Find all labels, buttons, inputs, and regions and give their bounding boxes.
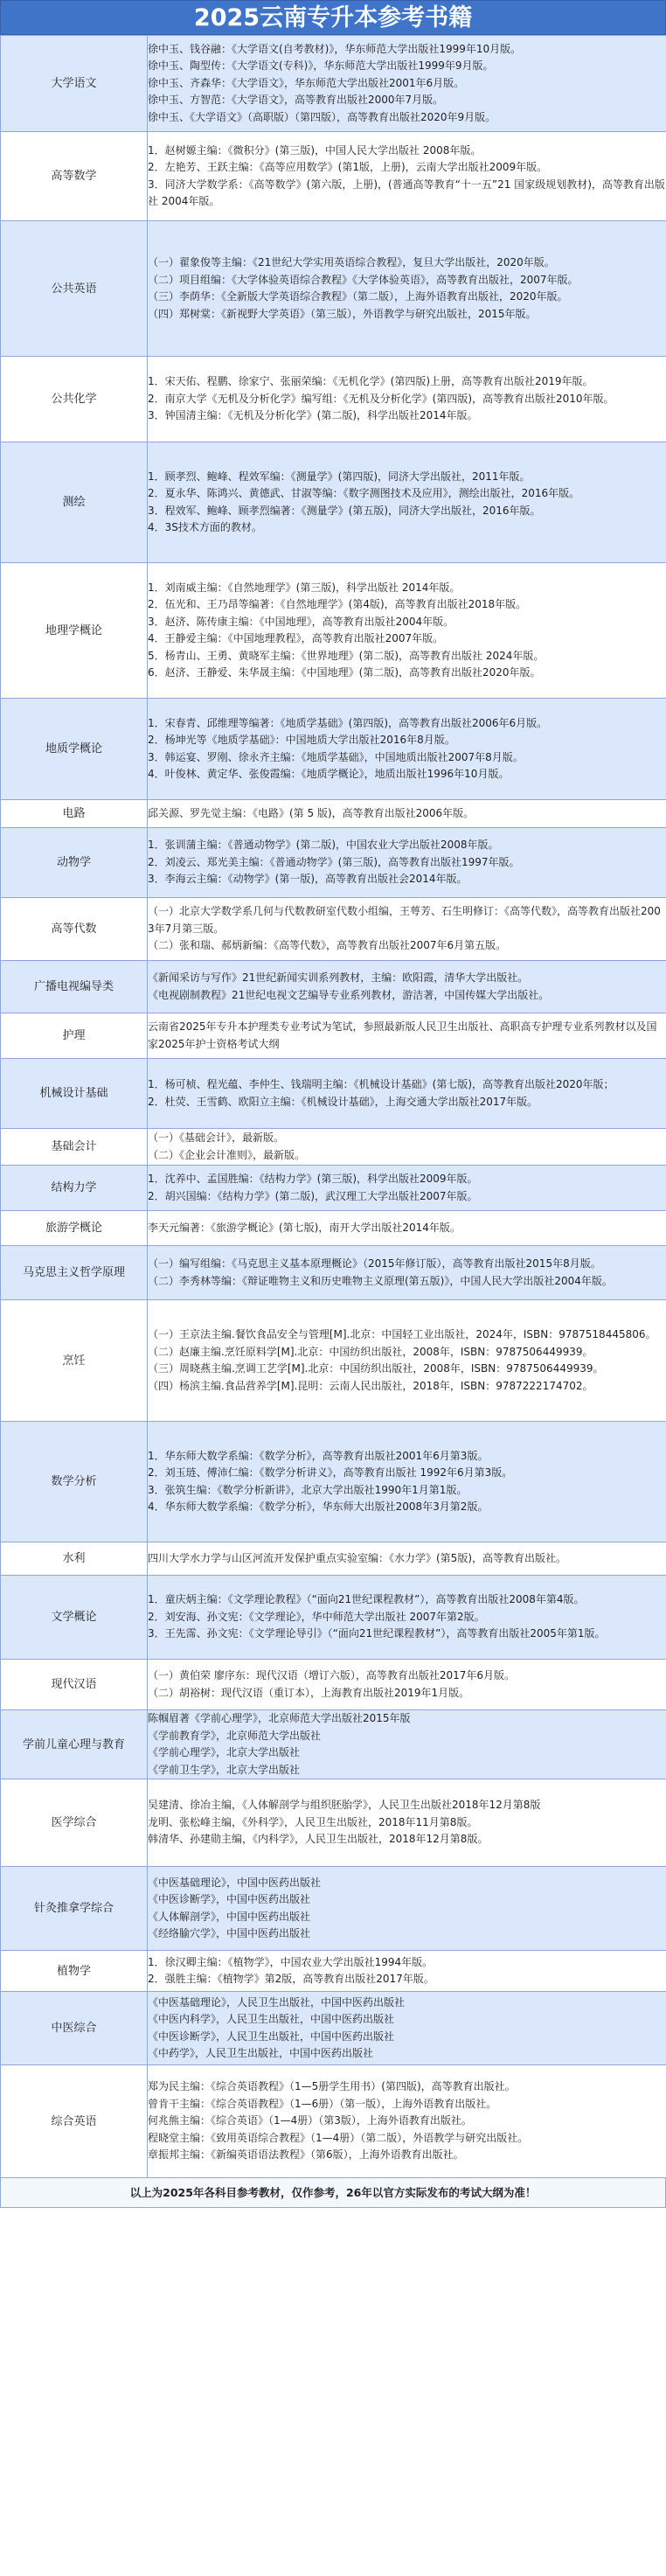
book-list-cell bbox=[148, 1660, 666, 1710]
book-entry: 2．南京大学《无机及分析化学》编写组：《无机及分析化学》(第四版)，高等教育出版社2010年版。 bbox=[148, 392, 614, 405]
book-entry: 2．杜荧、王雪鹤、欧阳立主编：《机械设计基础》，上海交通大学出版社2017年版。 bbox=[148, 1095, 538, 1108]
book-entry: 1．刘南威主编：《自然地理学》(第三版)，科学出版社 2014年版。 bbox=[148, 581, 461, 594]
book-entry: 1．杨可桢、程光蕴、李仲生、钱瑞明主编：《机械设计基础》(第七版)，高等教育出版社2020年版； bbox=[148, 1078, 614, 1090]
book-entry: 3．韩运宴、罗刚、徐永齐主编：《地质学基础》，中国地质出版社2007年8月版。 bbox=[148, 750, 524, 763]
book-entry: （一）北京大学数学系几何与代数教研室代数小组编，王萼芳、石生明修订：《高等代数》，高等教育出版社2003年7月第三版。 bbox=[148, 905, 661, 935]
book-list-cell bbox=[148, 132, 666, 221]
book-entry: 1．童庆炳主编：《文学理论教程》（“面向21世纪课程教材”），高等教育出版社2008年第4版。 bbox=[148, 1593, 585, 1606]
book-entry: 《中医内科学》，人民卫生出版社，中国中医药出版社 bbox=[148, 2013, 395, 2025]
table-row bbox=[1, 1129, 666, 1166]
subject-cell: 医学综合 bbox=[1, 1779, 148, 1867]
subject-cell: 针灸推拿学综合 bbox=[1, 1867, 148, 1951]
book-entry: 四川大学水力学与山区河流开发保护重点实验室编：《水力学》(第5版)，高等教育出版社。 bbox=[148, 1551, 567, 1564]
book-list-cell bbox=[148, 1576, 666, 1660]
table-row bbox=[1, 442, 666, 563]
subject-cell: 旅游学概论 bbox=[1, 1211, 148, 1246]
book-entry: 徐中玉、方智范：《大学语文》，高等教育出版社2000年7月版。 bbox=[148, 94, 444, 107]
book-entry: 韩清华、孙建勋主编，《内科学》，人民卫生出版社，2018年12月第8版。 bbox=[148, 1833, 489, 1846]
table-row bbox=[1, 1710, 666, 1779]
book-entry: （二）张和瑞、郝炳新编：《高等代数》，高等教育出版社2007年6月第五版。 bbox=[148, 939, 507, 952]
table-row bbox=[1, 1951, 666, 1992]
book-list-cell bbox=[148, 800, 666, 828]
book-entry: 3．赵济、陈传康主编：《中国地理》，高等教育出版社2004年版。 bbox=[148, 615, 454, 628]
book-list-cell bbox=[148, 1211, 666, 1246]
table-row bbox=[1, 828, 666, 898]
book-table-body bbox=[1, 36, 666, 2178]
subject-cell: 高等代数 bbox=[1, 898, 148, 961]
book-entry: 《人体解剖学》，中国中医药出版社 bbox=[148, 1910, 311, 1923]
table-row bbox=[1, 132, 666, 221]
book-entry: 5．杨青山、王勇、黄晓军主编：《世界地理》(第二版)，高等教育出版社 2024年版。 bbox=[148, 649, 545, 662]
footer-note: 以上为2025年各科目参考教材，仅作参考，26年以官方实际发布的考试大纲为准！ bbox=[0, 2178, 666, 2208]
table-row bbox=[1, 1576, 666, 1660]
book-list-cell bbox=[148, 1166, 666, 1211]
book-list-cell bbox=[148, 1867, 666, 1951]
subject-cell: 大学语文 bbox=[1, 36, 148, 132]
subject-cell: 现代汉语 bbox=[1, 1660, 148, 1710]
table-row bbox=[1, 961, 666, 1013]
book-entry: 李天元编著：《旅游学概论》(第七版)，南开大学出版社2014年版。 bbox=[148, 1221, 461, 1234]
book-entry: （一）翟象俊等主编：《21世纪大学实用英语综合教程》，复旦大学出版社，2020年版。 bbox=[148, 256, 555, 268]
book-entry: 云南省2025年专升本护理类专业考试为笔试，参照最新版人民卫生出版社、高职高专护理专业系列教材以及国家2025年护士资格考试大纲 bbox=[148, 1020, 657, 1050]
book-entry: 《中医基础理论》，中国中医药出版社 bbox=[148, 1876, 322, 1889]
book-entry: 2．左艳芳、王跃主编：《高等应用数学》(第1版，上册)，云南大学出版社2009年版。 bbox=[148, 161, 548, 173]
book-entry: 1．徐汉卿主编：《植物学》，中国农业大学出版社1994年版。 bbox=[148, 1955, 434, 1968]
subject-cell: 综合英语 bbox=[1, 2065, 148, 2178]
table-row bbox=[1, 699, 666, 800]
book-entry: （三）周晓燕主编.烹调工艺学[M].北京：中国纺织出版社，2008年，ISBN：9787506449939。 bbox=[148, 1362, 604, 1375]
subject-cell: 电路 bbox=[1, 800, 148, 828]
book-list-cell bbox=[148, 699, 666, 800]
book-entry: （二）赵廉主编.烹饪原料学[M].北京：中国纺织出版社，2008年，ISBN：9787506449939。 bbox=[148, 1345, 593, 1358]
table-row bbox=[1, 1166, 666, 1211]
book-list-cell bbox=[148, 1246, 666, 1300]
book-entry: 程晓堂主编：《致用英语综合教程》（1—4册）（第二版），外语教学与研究出版社。 bbox=[148, 2131, 529, 2144]
book-entry: 2．胡兴国编：《结构力学》(第二版)，武汉理工大学出版社2007年版。 bbox=[148, 1189, 478, 1202]
book-list-cell bbox=[148, 1300, 666, 1422]
book-list-cell bbox=[148, 442, 666, 563]
table-row bbox=[1, 1059, 666, 1129]
book-entry: （二）《企业会计准则》，最新版。 bbox=[148, 1148, 306, 1161]
table-row bbox=[1, 1867, 666, 1951]
subject-cell: 测绘 bbox=[1, 442, 148, 563]
book-entry: 3．王先霈、孙文宪：《文学理论导引》（“面向21世纪课程教材”），高等教育出版社2005年第1版。 bbox=[148, 1627, 606, 1640]
subject-cell: 地理学概论 bbox=[1, 563, 148, 699]
subject-cell: 学前儿童心理与教育 bbox=[1, 1710, 148, 1779]
table-row bbox=[1, 357, 666, 442]
book-list-cell bbox=[148, 563, 666, 699]
book-entry: 何兆熊主编：《综合英语》（1—4册）（第3版），上海外语教育出版社。 bbox=[148, 2114, 472, 2127]
subject-cell: 结构力学 bbox=[1, 1166, 148, 1211]
book-entry: （一）编写组编：《马克思主义基本原理概论》（2015年修订版），高等教育出版社2015年8月版。 bbox=[148, 1257, 601, 1270]
table-row bbox=[1, 221, 666, 357]
table-row bbox=[1, 563, 666, 699]
book-entry: 《新闻采访与写作》21世纪新闻实训系列教材，主编：欧阳霞，清华大学出版社。 bbox=[148, 971, 529, 984]
table-row bbox=[1, 800, 666, 828]
table-row bbox=[1, 1542, 666, 1576]
book-list-cell bbox=[148, 1542, 666, 1576]
book-entry: 3．李海云主编：《动物学》(第一版)，高等教育出版社会2014年版。 bbox=[148, 873, 468, 886]
book-entry: 2．刘安海、孙文宪：《文学理论》，华中师范大学出版社 2007年第2版。 bbox=[148, 1610, 485, 1623]
table-row bbox=[1, 1246, 666, 1300]
book-entry: 《中医诊断学》，人民卫生出版社，中国中医药出版社 bbox=[148, 2029, 395, 2043]
book-list-cell bbox=[148, 1710, 666, 1779]
book-list-cell bbox=[148, 1013, 666, 1059]
subject-cell: 水利 bbox=[1, 1542, 148, 1576]
book-entry: （二）胡裕树：现代汉语（重订本），上海教育出版社2019年1月版。 bbox=[148, 1686, 470, 1699]
book-entry: 郑为民主编：《综合英语教程》（1—5册学生用书）(第四版)，高等教育出版社。 bbox=[148, 2080, 516, 2093]
book-entry: 1．宋天佑、程鹏、徐家宁、张丽荣编：《无机化学》(第四版)上册，高等教育出版社2019年版。 bbox=[148, 375, 593, 388]
book-entry: 2．伍光和、王乃昂等编著：《自然地理学》(第4版)，高等教育出版社2018年版。 bbox=[148, 598, 527, 610]
book-list-cell bbox=[148, 898, 666, 961]
book-entry: 《经络腧穴学》，中国中医药出版社 bbox=[148, 1927, 311, 1939]
book-list-cell bbox=[148, 961, 666, 1013]
book-entry: （一）王京法主编.餐饮食品安全与管理[M].北京：中国轻工业出版社，2024年，ISBN：9787518445806。 bbox=[148, 1328, 656, 1340]
table-row bbox=[1, 36, 666, 132]
book-entry: 4．叶俊林、黄定华、张俊霞编：《地质学概论》，地质出版社1996年10月版。 bbox=[148, 768, 510, 780]
book-entry: 《电视剧制教程》21世纪电视文艺编导专业系列教材，游洁著，中国传媒大学出版社。 bbox=[148, 988, 550, 1001]
book-entry: 徐中玉、钱谷融：《大学语文(自考教材)》，华东师范大学出版社1999年10月版。 bbox=[148, 42, 522, 55]
book-entry: （二）项目组编：《大学体验英语综合教程》《大学体验英语》，高等教育出版社，2007年版。 bbox=[148, 273, 579, 286]
book-entry: 邱关源、罗先觉主编：《电路》(第 5 版)，高等教育出版社2006年版。 bbox=[148, 806, 475, 819]
table-row bbox=[1, 898, 666, 961]
book-entry: 《学前卫生学》，北京大学出版社 bbox=[148, 1763, 301, 1776]
book-entry: 1．赵树嫄主编：《微积分》(第三版)，中国人民大学出版社 2008年版。 bbox=[148, 143, 482, 157]
book-list-cell bbox=[148, 1422, 666, 1542]
book-entry: 1．华东师大数学系编：《数学分析》，高等教育出版社2001年6月第3版。 bbox=[148, 1449, 489, 1462]
book-list-cell bbox=[148, 828, 666, 898]
book-entry: （四）杨滨主编.食品营养学[M].昆明：云南人民出版社，2018年，ISBN：9787222174702。 bbox=[148, 1379, 593, 1392]
book-entry: 3．程效军、鲍峰、顾孝烈编著：《测量学》(第五版)，同济大学出版社，2016年版。 bbox=[148, 504, 541, 517]
book-entry: 1．宋春青、邱维理等编著：《地质学基础》(第四版)，高等教育出版社2006年6月版。 bbox=[148, 716, 548, 729]
book-entry: 陈帼眉著《学前心理学》，北京师范大学出版社2015年版 bbox=[148, 1712, 411, 1724]
book-entry: 《学前教育学》，北京师范大学出版社 bbox=[148, 1729, 322, 1742]
book-entry: 2．夏永华、陈鸿兴、黄德武、甘淑等编：《数字测图技术及应用》，测绘出版社，2016年版。 bbox=[148, 487, 580, 499]
book-list-cell bbox=[148, 221, 666, 357]
book-entry: 2．刘玉琏、傅沛仁编：《数学分析讲义》，高等教育出版社 1992年6月第3版。 bbox=[148, 1466, 513, 1479]
book-entry: 《中医诊断学》，中国中医药出版社 bbox=[148, 1893, 311, 1905]
book-entry: 2．强胜主编：《植物学》第2版，高等教育出版社2017年版。 bbox=[148, 1973, 434, 1985]
book-entry: 《中医基础理论》，人民卫生出版社，中国中医药出版社 bbox=[148, 1995, 406, 2009]
table-row bbox=[1, 1013, 666, 1059]
book-entry: 4．华东师大数学系编：《数学分析》，华东师大出版社2008年3月第2版。 bbox=[148, 1500, 489, 1513]
subject-cell: 马克思主义哲学原理 bbox=[1, 1246, 148, 1300]
book-entry: 徐中玉、齐森华：《大学语文》，华东师范大学出版社2001年6月版。 bbox=[148, 76, 465, 89]
book-entry: 3．钟国清主编：《无机及分析化学》(第二版)，科学出版社2014年版。 bbox=[148, 409, 478, 422]
book-list-cell bbox=[148, 2065, 666, 2178]
book-entry: 2．刘凌云、郑光美主编：《普通动物学》(第三版)，高等教育出版社1997年版。 bbox=[148, 855, 520, 868]
subject-cell: 植物学 bbox=[1, 1951, 148, 1992]
book-entry: 3．张筑生编：《数学分析新讲》，北京大学出版社1990年1月第1版。 bbox=[148, 1483, 468, 1496]
book-entry: （一）《基础会计》，最新版。 bbox=[148, 1131, 285, 1144]
subject-cell: 机械设计基础 bbox=[1, 1059, 148, 1129]
book-entry: 龙明、张松峰主编，《外科学》，人民卫生出版社，2018年11月第8版。 bbox=[148, 1815, 478, 1828]
book-entry: 章振邦主编：《新编英语语法教程》（第6版），上海外语教育出版社。 bbox=[148, 2148, 464, 2162]
table-row bbox=[1, 1211, 666, 1246]
table-row bbox=[1, 1660, 666, 1710]
book-list-cell bbox=[148, 1992, 666, 2065]
book-entry: 3．同济大学数学系：《高等数学》(第六版，上册)，(普通高等教育“十一五”21 国家级规划教材)，高等教育出版社 2004年版。 bbox=[148, 178, 665, 207]
subject-cell: 动物学 bbox=[1, 828, 148, 898]
book-list-cell bbox=[148, 36, 666, 132]
table-row bbox=[1, 2065, 666, 2178]
book-entry: 2．杨坤光等《地质学基础》：中国地质大学出版社2016年8月版。 bbox=[148, 734, 455, 746]
book-entry: 曾肯干主编：《综合英语教程》（1—6册）（第一版），上海外语教育出版社。 bbox=[148, 2097, 497, 2110]
page-title: 2025云南专升本参考书籍 bbox=[0, 0, 666, 35]
subject-cell: 基础会计 bbox=[1, 1129, 148, 1166]
book-entry: 徐中玉、《大学语文》（高职版）（第四版），高等教育出版社2020年9月版。 bbox=[148, 110, 496, 123]
book-entry: 吴建清、徐冶主编，《人体解剖学与组织胚胎学》，人民卫生出版社2018年12月第8版 bbox=[148, 1799, 541, 1812]
book-entry: （一）黄伯荣 廖序东：现代汉语（增订六版），高等教育出版社2017年6月版。 bbox=[148, 1669, 515, 1681]
book-entry: 6．赵济、王静爱、朱华晟主编：《中国地理》(第二版)，高等教育出版社2020年版。 bbox=[148, 666, 541, 679]
subject-cell: 数学分析 bbox=[1, 1422, 148, 1542]
book-entry: 1．顾孝烈、鲍峰、程效军编：《测量学》(第四版)，同济大学出版社，2011年版。 bbox=[148, 470, 531, 483]
table-row bbox=[1, 1779, 666, 1867]
book-entry: （二）李秀林等编：《辩证唯物主义和历史唯物主义原理(第五版)》，中国人民大学出版社2004年版。 bbox=[148, 1274, 613, 1287]
subject-cell: 高等数学 bbox=[1, 132, 148, 221]
book-entry: （四）郑树棠：《新视野大学英语》（第三版），外语教学与研究出版社，2015年版。 bbox=[148, 307, 537, 320]
subject-cell: 地质学概论 bbox=[1, 699, 148, 800]
book-list-cell bbox=[148, 1129, 666, 1166]
book-entry: （三）李荫华：《全新版大学英语综合教程》（第二版），上海外语教育出版社，2020年版。 bbox=[148, 290, 568, 303]
subject-cell: 烹饪 bbox=[1, 1300, 148, 1422]
book-list-cell bbox=[148, 1059, 666, 1129]
book-entry: 1．张训蒲主编：《普通动物学》(第二版)，中国农业大学出版社2008年版。 bbox=[148, 839, 499, 852]
subject-cell: 文学概论 bbox=[1, 1576, 148, 1660]
subject-cell: 广播电视编导类 bbox=[1, 961, 148, 1013]
book-list-cell bbox=[148, 1951, 666, 1992]
table-row bbox=[1, 1300, 666, 1422]
book-list-cell bbox=[148, 1779, 666, 1867]
book-entry: 徐中玉、陶型传：《大学语文(专科)》，华东师范大学出版社1999年9月版。 bbox=[148, 59, 494, 73]
subject-cell: 护理 bbox=[1, 1013, 148, 1059]
subject-cell: 中医综合 bbox=[1, 1992, 148, 2065]
book-entry: 4．3S技术方面的教材。 bbox=[148, 521, 262, 533]
book-table bbox=[0, 35, 666, 2178]
table-row bbox=[1, 1422, 666, 1542]
book-entry: 《中药学》，人民卫生出版社，中国中医药出版社 bbox=[148, 2047, 374, 2059]
book-list-cell bbox=[148, 357, 666, 442]
table-row bbox=[1, 1992, 666, 2065]
subject-cell: 公共英语 bbox=[1, 221, 148, 357]
book-entry: 《学前心理学》，北京大学出版社 bbox=[148, 1746, 301, 1758]
book-entry: 4．王静爱主编：《中国地理教程》，高等教育出版社2007年版。 bbox=[148, 632, 444, 644]
book-entry: 1．沈养中、孟国胜编：《结构力学》(第三版)，科学出版社2009年版。 bbox=[148, 1173, 478, 1185]
subject-cell: 公共化学 bbox=[1, 357, 148, 442]
